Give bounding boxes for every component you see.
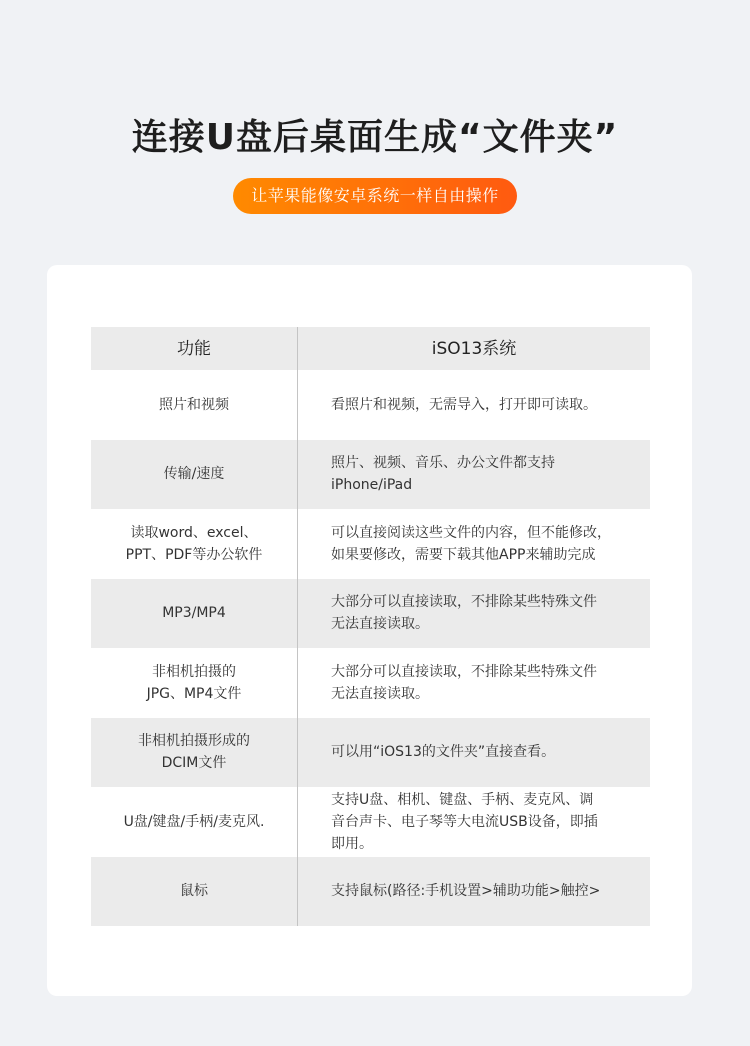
ios13-text: 支持U盘、相机、键盘、手柄、麦克风、调 音台声卡、电子琴等大电流USB设备，即插 即用。: [331, 791, 598, 852]
ios13-text: 支持鼠标(路径:手机设置>辅助功能>触控>: [331, 883, 601, 900]
ios13-cell: [298, 857, 650, 927]
ios13-cell: [298, 579, 650, 649]
feature-cell: [91, 787, 298, 857]
header-ios13-label: iSO13系统: [431, 338, 517, 359]
subtitle-badge: 让苹果能像安卓系统一样自由操作: [233, 178, 517, 214]
feature-text: 传输/速度: [163, 466, 225, 483]
feature-text: MP3/MP4: [162, 605, 226, 622]
feature-cell: [91, 440, 298, 510]
feature-table: [91, 327, 650, 926]
ios13-text: 大部分可以直接读取，不排除某些特殊文件 无法直接读取。: [331, 594, 597, 633]
ios13-cell: [298, 509, 650, 579]
ios13-cell: [298, 718, 650, 788]
feature-cell: [91, 370, 298, 440]
table-row: [91, 718, 650, 788]
feature-cell: [91, 509, 298, 579]
feature-cell: [91, 718, 298, 788]
table-row: [91, 440, 650, 510]
feature-text: 非相机拍摄的 JPG、MP4文件: [146, 663, 242, 702]
comparison-card: [47, 265, 692, 996]
table-row: [91, 787, 650, 857]
table-row: [91, 509, 650, 579]
header-feature: [91, 327, 298, 370]
feature-cell: [91, 579, 298, 649]
table-row: [91, 579, 650, 649]
feature-text: 鼠标: [180, 883, 208, 900]
table-row: [91, 648, 650, 718]
ios13-text: 照片、视频、音乐、办公文件都支持 iPhone/iPad: [331, 455, 555, 494]
feature-text: 照片和视频: [159, 396, 229, 413]
ios13-cell: [298, 648, 650, 718]
table-row: [91, 370, 650, 440]
feature-text: 非相机拍摄形成的 DCIM文件: [138, 733, 250, 772]
feature-text: 读取word、excel、 PPT、PDF等办公软件: [125, 524, 263, 563]
ios13-text: 大部分可以直接读取，不排除某些特殊文件 无法直接读取。: [331, 663, 597, 702]
ios13-text: 看照片和视频，无需导入，打开即可读取。: [331, 396, 597, 413]
ios13-text: 可以直接阅读这些文件的内容，但不能修改， 如果要修改，需要下载其他APP来辅助完成: [331, 524, 611, 563]
feature-text: U盘/键盘/手柄/麦克风.: [123, 813, 265, 830]
table-row: [91, 857, 650, 927]
ios13-text: 可以用“iOS13的文件夹”直接查看。: [331, 744, 556, 761]
header-feature-label: 功能: [177, 338, 211, 359]
ios13-cell: [298, 787, 650, 857]
ios13-cell: [298, 370, 650, 440]
feature-cell: [91, 857, 298, 927]
table-header-row: [91, 327, 650, 370]
page-title: 连接U盘后桌面生成“文件夹”: [131, 117, 619, 158]
header-ios13: [298, 327, 650, 370]
ios13-cell: [298, 440, 650, 510]
feature-cell: [91, 648, 298, 718]
